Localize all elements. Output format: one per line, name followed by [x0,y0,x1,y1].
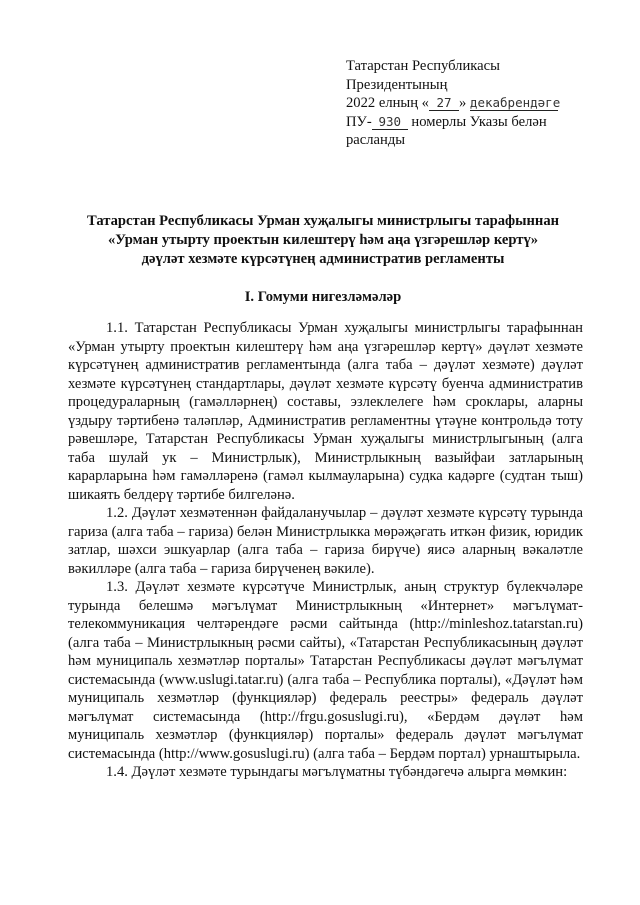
paragraph-1-4: 1.4. Дәүләт хезмәте турындагы мәгълүматны түбәндәгечә алырга мөмкин: [106,764,568,780]
section-heading: I. Гомуми нигезләмәләр [244,289,402,305]
paragraph-1-3: 1.3. Дәүләт хезмәте күрсәтүче Министрлык, аның структур бүлекчәләре турында белешмә мәгълүмат Министрлыкның «Интернет» мәгълүмат-телекоммуникация челтәрендәге рәсми сайтында (http://minleshoz.tatarstan.ru) (алга таба – Министрлыкның рәсми сайты), «Татарстан Республикасының дәүләт һәм муниципаль хезмәтләр порталы» Татарстан Республикасы дәүләт мәгълүмат системасында (www.uslugi.tatar.ru) (алга таба – Республика порталы), «Дәүләт һәм муниципаль хезмәтләр (функцияләр) федераль реестры» федераль дәүләт мәгълүмат системасында (http://frgu.gosuslugi.ru), «Бердәм дәүләт һәм муниципаль хезмәтләр (функцияләр) порталы» федераль дәүләт мәгълүмат системасында (http://www.gosuslugi.ru) (алга таба – Бердәм портал) урнаштырыла. [68,579,583,762]
approval-year-prefix: 2022 елның « [346,95,429,111]
approval-block [346,57,606,150]
paragraph-1-2: 1.2. Дәүләт хезмәтеннән файдаланучылар – дәүләт хезмәте күрсәтү турында гариза (алга таба – гариза) белән Министрлыкка мөрәҗәгать иткән физик, юридик затлар, шәхси эшкуарлар (алга таба – гариза бирүче) яисә аларның вәкаләтле вәкилләре (алга таба – гариза бирүченең вәкиле). [68,505,583,577]
approval-day: 27 [429,96,459,111]
approval-number: 930 [372,115,408,130]
title-line-3: дәүләт хезмәте күрсәтүнең административ регламенты [141,251,505,267]
approval-number-prefix: ПУ- [346,113,372,130]
title-line-2: «Урман утырту проектын килештерү һәм аңа үзгәрешләр кертү» [107,232,539,248]
approval-line-1: Татарстан Республикасы [346,58,500,74]
title-line-1: Татарстан Республикасы Урман хуҗалыгы министрлыгы тарафыннан [86,213,560,229]
approval-month: декабрендәге [469,95,561,110]
approval-number-suffix: номерлы Указы белән [411,113,547,130]
approval-line-2: Президентының [346,76,448,93]
paragraph-1-1: 1.1. Татарстан Республикасы Урман хуҗалыгы министрлыгы тарафыннан «Урман утырту проектын килештерү һәм аңа үзгәрешләр кертү» дәүләт хезмәте күрсәтүнең административ регламентында (алга таба – дәүләт хезмәте) дәүләт хезмәте күрсәтүнең стандартлары, дәүләт хезмәте күрсәтү буенча административ процедураларның (гамәлләрнең) составы, эзлеклелеге һәм сроклары, аларны үздыру тәртибенә таләпләр, Административ регламентны үтәүне контрольдә тоту рәвешләре, Татарстан Республикасы Урман хуҗалыгы министрлыгының (алга таба шулай ук – Министрлык), Министрлыкның вазыйфаи затларының карарларына һәм гамәлләренә (гамәл кылмауларына) судка кадәрге (судтан тыш) шикаять белдерү тәртибе билгеләнә. [68,320,583,503]
approval-number-line [346,113,606,132]
approval-line-5: расланды [346,132,406,148]
approval-date-line [346,94,606,113]
approval-day-suffix: » [458,95,467,111]
document-title [60,212,586,269]
document-body [68,319,583,782]
